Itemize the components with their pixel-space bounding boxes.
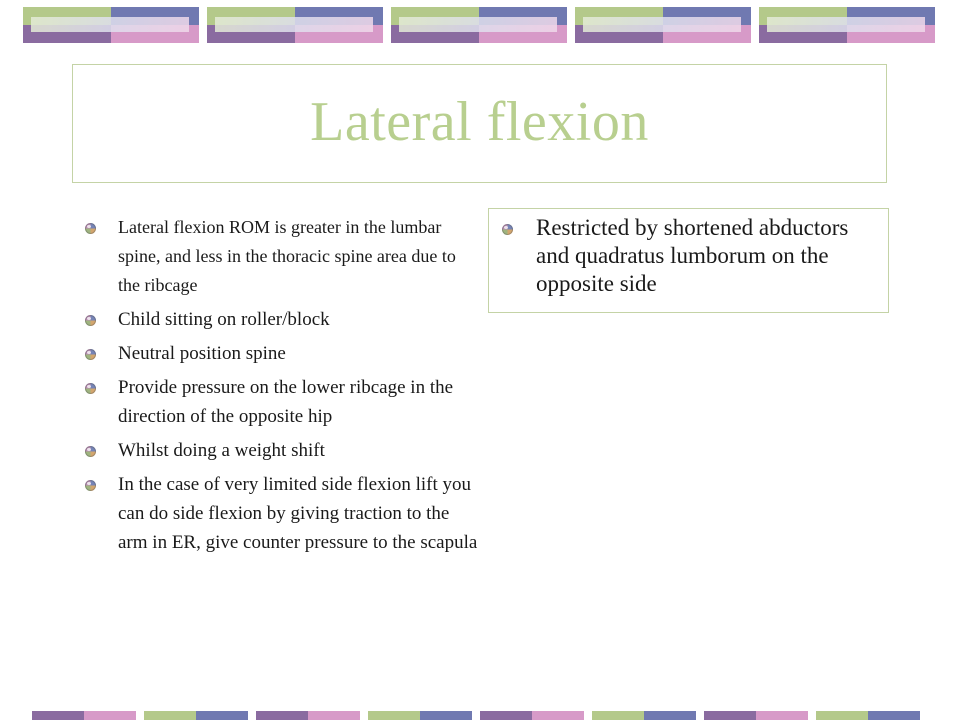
decorative-segment [480, 711, 532, 720]
list-item [80, 213, 480, 300]
right-bullet-list [499, 214, 884, 298]
list-item [499, 214, 884, 298]
list-item-text: Lateral flexion ROM is greater in the lumbar spine, and less in the thoracic spine area due to the ribcage [118, 217, 456, 295]
list-item-text: In the case of very limited side flexion lift you can do side flexion by giving traction to the arm in ER, give counter pressure to the scapula [118, 474, 478, 553]
right-content-box [488, 208, 889, 313]
title-placeholder [72, 64, 887, 183]
left-bullet-list [80, 213, 480, 562]
bullet-icon [85, 315, 96, 326]
bullet-icon [85, 480, 96, 491]
decorative-segment [32, 711, 84, 720]
list-item-text: Child sitting on roller/block [118, 309, 330, 330]
list-item [80, 436, 480, 465]
list-item [80, 470, 480, 557]
decorative-segment [196, 711, 248, 720]
decorative-segment [532, 711, 584, 720]
list-item [80, 339, 480, 368]
decorative-segment [704, 711, 756, 720]
decorative-segment [756, 711, 808, 720]
decorative-tile [759, 7, 935, 43]
decorative-segment [420, 711, 472, 720]
list-item [80, 305, 480, 334]
list-item-text: Provide pressure on the lower ribcage in the direction of the opposite hip [118, 377, 454, 427]
slide-title: Lateral flexion [310, 90, 649, 153]
decorative-tile [23, 7, 199, 43]
list-item-text: Whilst doing a weight shift [118, 440, 325, 461]
bullet-icon [502, 224, 513, 235]
list-item [80, 373, 480, 431]
decorative-segment [84, 711, 136, 720]
bullet-icon [85, 223, 96, 234]
bottom-decorative-band [0, 711, 960, 720]
decorative-segment [256, 711, 308, 720]
decorative-segment [644, 711, 696, 720]
decorative-segment [816, 711, 868, 720]
top-decorative-band [0, 0, 960, 50]
decorative-tile [207, 7, 383, 43]
bullet-icon [85, 446, 96, 457]
list-item-text: Neutral position spine [118, 343, 286, 364]
decorative-segment [368, 711, 420, 720]
decorative-segment [144, 711, 196, 720]
decorative-segment [308, 711, 360, 720]
decorative-tile [391, 7, 567, 43]
bullet-icon [85, 383, 96, 394]
bullet-icon [85, 349, 96, 360]
list-item-text: Restricted by shortened abductors and quadratus lumborum on the opposite side [536, 215, 849, 296]
decorative-tile [575, 7, 751, 43]
decorative-segment [868, 711, 920, 720]
decorative-segment [592, 711, 644, 720]
